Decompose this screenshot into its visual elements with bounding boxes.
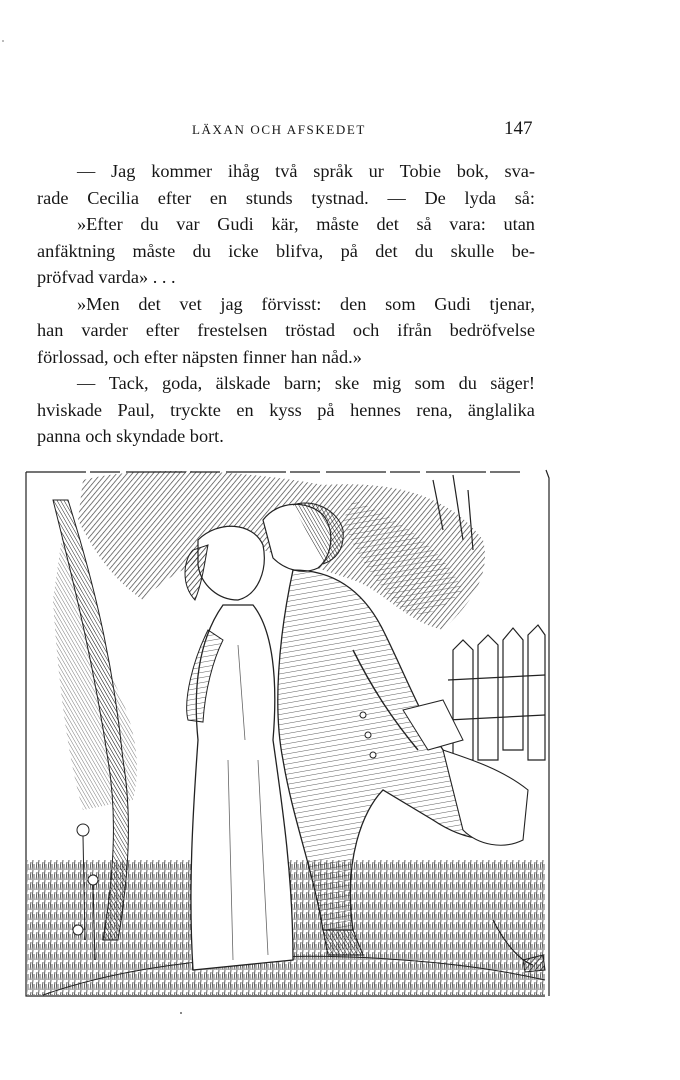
line-word: lyda (464, 187, 496, 208)
text-line (37, 238, 535, 265)
line-word: språk (313, 161, 353, 181)
line-word: — (77, 373, 96, 393)
text-line (37, 291, 535, 318)
line-word: Tobie (399, 161, 441, 181)
page-number: 147 (504, 118, 533, 139)
line-word: skulle (450, 240, 495, 261)
line-word: rena, (416, 399, 453, 420)
line-word: säger! (490, 373, 535, 393)
body-text (37, 158, 535, 450)
text-line (37, 397, 535, 424)
line-word: vet (179, 293, 202, 314)
illustration-engraving (23, 460, 553, 1002)
line-word: kyss (269, 399, 302, 420)
line-text: pröfvad varda» . . . (37, 267, 176, 287)
text-line (37, 344, 535, 371)
line-word: icke (228, 240, 259, 261)
line-word: så: (514, 187, 535, 208)
line-word: goda, (162, 373, 203, 393)
line-word: efter (145, 320, 180, 340)
line-word: — (77, 161, 96, 181)
margin-speck (2, 40, 4, 42)
line-word: och (352, 320, 380, 340)
line-word: hviskade (37, 399, 102, 420)
line-word: frestelsen (197, 320, 268, 340)
line-word: måste (132, 240, 176, 261)
line-word: älskade (215, 373, 271, 393)
line-word: De (424, 187, 446, 208)
line-word: vara: (449, 214, 486, 234)
line-word: bedröfvelse (449, 320, 535, 340)
running-title: LÄXAN OCH AFSKEDET (192, 122, 366, 137)
line-word: en (236, 399, 254, 420)
line-word: änglalika (467, 399, 535, 420)
line-word: på (317, 399, 335, 420)
line-word: ifrån (397, 320, 432, 340)
line-word: tjenar, (489, 293, 535, 314)
text-line (37, 211, 535, 238)
line-word: stunds (245, 187, 293, 208)
line-word: mig (372, 373, 402, 393)
line-word: var (176, 214, 200, 234)
page-header (0, 120, 680, 146)
line-word: du (414, 240, 434, 261)
line-word: »Efter (77, 214, 123, 234)
text-line (37, 370, 535, 397)
line-word: Tack, (108, 373, 149, 393)
line-word: du (140, 214, 159, 234)
line-word: måste (316, 214, 359, 234)
line-word: kär, (271, 214, 299, 234)
line-word: blifva, (276, 240, 324, 261)
line-word: förvisst: (261, 293, 322, 314)
line-word: ihåg (227, 161, 260, 181)
line-word: Gudi (434, 293, 471, 314)
line-word: det (376, 214, 399, 234)
text-line (37, 158, 535, 185)
line-word: du (192, 240, 211, 261)
line-word: ur (368, 161, 384, 181)
line-word: hennes (350, 399, 401, 420)
text-line (37, 185, 535, 212)
line-word: så (416, 214, 432, 234)
line-word: som (385, 293, 416, 314)
line-word: tryckte (170, 399, 221, 420)
line-word: sva- (504, 161, 535, 181)
line-word: kommer (151, 161, 213, 181)
line-word: utan (503, 214, 535, 234)
line-word: som (414, 373, 446, 393)
line-word: han (37, 320, 64, 340)
line-word: anfäktning (37, 240, 116, 261)
line-word: Jag (111, 161, 136, 181)
line-word: tystnad. (311, 187, 369, 208)
line-word: jag (220, 293, 243, 314)
line-word: Cecilia (87, 187, 139, 208)
line-word: »Men (77, 293, 120, 314)
line-word: det (138, 293, 161, 314)
page-speck (180, 1012, 182, 1014)
text-line (37, 264, 535, 291)
engraving-svg (23, 460, 553, 1002)
line-word: Paul, (117, 399, 155, 420)
line-text: panna och skyndade bort. (37, 426, 224, 446)
line-word: varder (81, 320, 128, 340)
line-word: det (375, 240, 398, 261)
line-word: efter (157, 187, 192, 208)
line-word: ske (334, 373, 360, 393)
line-text: förlossad, och efter näpsten finner han nåd.» (37, 346, 362, 367)
line-word: två (275, 161, 298, 181)
line-word: du (458, 373, 477, 393)
line-word: på (340, 240, 358, 261)
line-word: bok, (456, 161, 489, 181)
woman-figure (185, 526, 293, 970)
line-word: rade (37, 187, 69, 208)
line-word: den (339, 293, 367, 314)
line-word: en (209, 187, 228, 208)
line-word: tröstad (285, 320, 336, 340)
line-word: be- (511, 240, 535, 261)
line-word: Gudi (217, 214, 254, 234)
line-word: — (387, 187, 406, 208)
line-word: barn; (283, 373, 322, 393)
text-line (37, 423, 535, 450)
text-line (37, 317, 535, 344)
